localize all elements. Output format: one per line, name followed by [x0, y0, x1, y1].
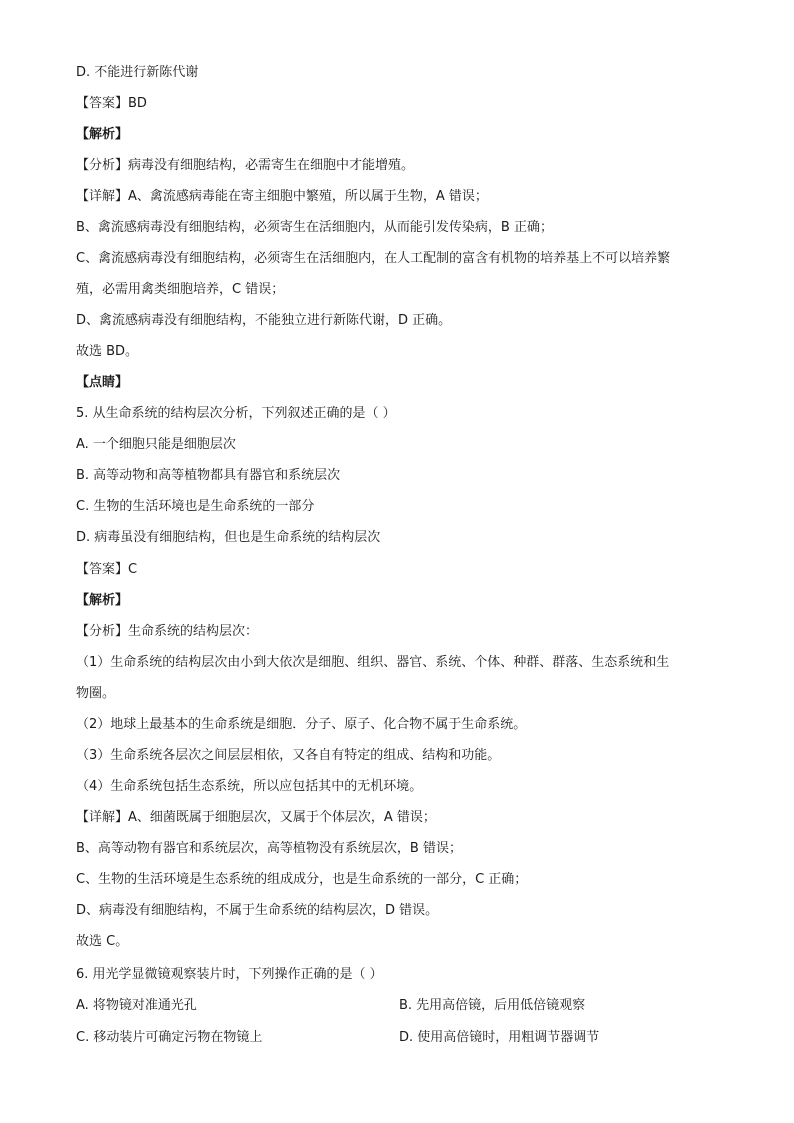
q5-detail-d: D、病毒没有细胞结构，不属于生命系统的结构层次，D 错误。	[76, 903, 439, 918]
q5-option-b: B. 高等动物和高等植物都具有器官和系统层次	[76, 468, 341, 483]
q5-detail-c: C、生物的生活环境是生态系统的组成成分，也是生命系统的一部分，C 正确；	[76, 872, 528, 887]
prev-detail-c-line1: C、禽流感病毒没有细胞结构，必须寄生在活细胞内，在人工配制的富含有机物的培养基上不可以培养繁	[76, 251, 671, 266]
q5-detail-b: B、高等动物有器官和系统层次，高等植物没有系统层次，B 错误；	[76, 841, 462, 856]
prev-detail-c-line2: 殖，必需用禽类细胞培养，C 错误；	[76, 282, 285, 297]
q5-option-d: D. 病毒虽没有细胞结构，但也是生命系统的结构层次	[76, 530, 381, 545]
q5-option-c: C. 生物的生活环境也是生命系统的一部分	[76, 499, 315, 514]
prev-fenxi: 【分析】病毒没有细胞结构，必需寄生在细胞中才能增殖。	[76, 158, 415, 173]
q5-conclusion: 故选 C。	[76, 934, 129, 949]
prev-answer: 【答案】BD	[76, 96, 147, 111]
q5-option-a: A. 一个细胞只能是细胞层次	[76, 437, 236, 452]
prev-detail-b: B、禽流感病毒没有细胞结构，必须寄生在活细胞内，从而能引发传染病，B 正确；	[76, 220, 553, 235]
q6-option-d: D. 使用高倍镜时，用粗调节器调节	[399, 1030, 600, 1045]
q5-answer: 【答案】C	[76, 562, 138, 577]
q5-point4: （4）生命系统包括生态系统，所以应包括其中的无机环境。	[76, 779, 423, 794]
q5-point1-line1: （1）生命系统的结构层次由小到大依次是细胞、组织、器官、系统、个体、种群、群落、生态系统和生	[76, 655, 670, 670]
prev-analysis-heading: 【解析】	[76, 127, 129, 142]
q5-point3: （3）生命系统各层次之间层层相依，又各自有特定的组成、结构和功能。	[76, 748, 501, 763]
q5-fenxi: 【分析】生命系统的结构层次：	[76, 624, 259, 639]
q5-analysis-heading: 【解析】	[76, 593, 129, 608]
q5-point1-line2: 物圈。	[76, 686, 116, 701]
q5-detail-a: 【详解】A、细菌既属于细胞层次，又属于个体层次，A 错误；	[76, 810, 436, 825]
q5-point2: （2）地球上最基本的生命系统是细胞．分子、原子、化合物不属于生命系统。	[76, 717, 527, 732]
q6-option-a: A. 将物镜对准通光孔	[76, 998, 197, 1013]
prev-conclusion: 故选 BD。	[76, 344, 139, 359]
q6-stem: 6. 用光学显微镜观察装片时，下列操作正确的是（ ）	[76, 967, 383, 982]
q6-option-b: B. 先用高倍镜，后用低倍镜观察	[399, 998, 586, 1013]
prev-detail-d: D、禽流感病毒没有细胞结构，不能独立进行新陈代谢，D 正确。	[76, 313, 452, 328]
q5-stem: 5. 从生命系统的结构层次分析，下列叙述正确的是（ ）	[76, 406, 396, 421]
q6-option-c: C. 移动装片可确定污物在物镜上	[76, 1030, 263, 1045]
prev-option-d: D. 不能进行新陈代谢	[76, 65, 199, 80]
prev-detail-a: 【详解】A、禽流感病毒能在寄主细胞中繁殖，所以属于生物，A 错误；	[76, 189, 488, 204]
prev-dianjing: 【点睛】	[76, 375, 129, 390]
